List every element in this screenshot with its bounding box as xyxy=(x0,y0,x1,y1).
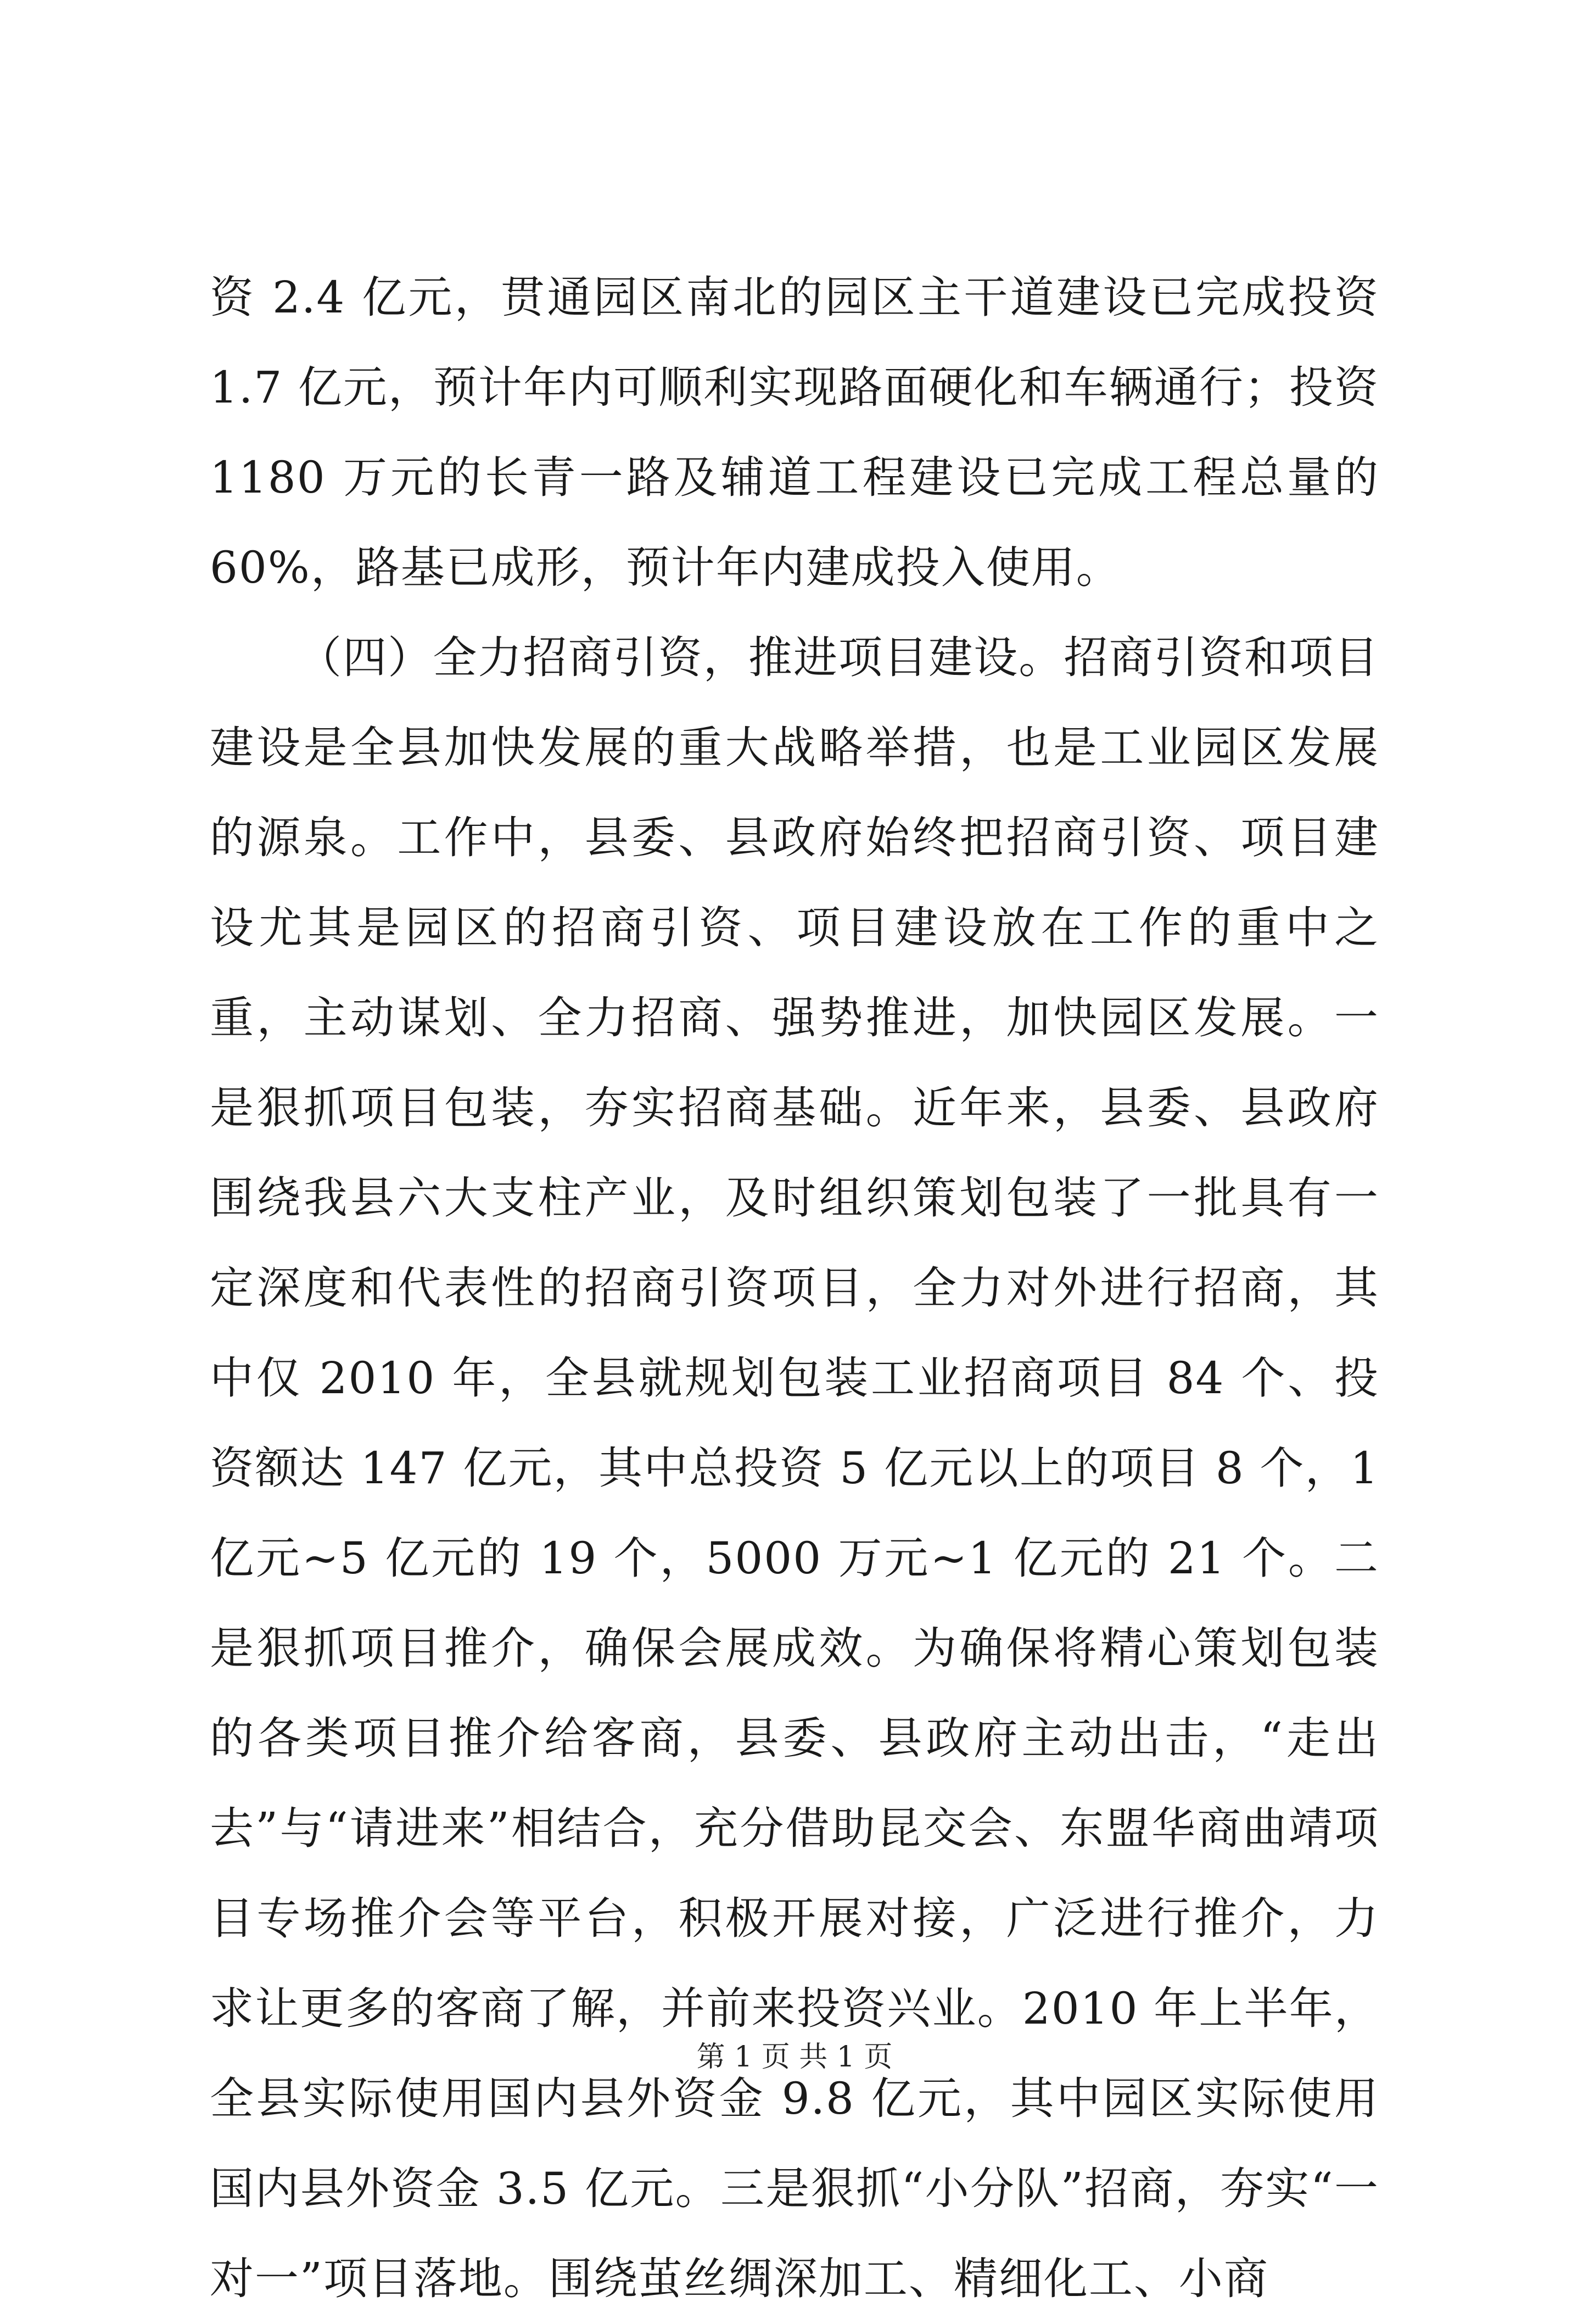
document-body xyxy=(210,253,1379,2324)
page-footer: 第 1 页 共 1 页 xyxy=(696,2041,893,2074)
paragraph-1: 资 2.4 亿元，贯通园区南北的园区主干道建设已完成投资 1.7 亿元，预计年内可顺利实现路面硬化和车辆通行；投资 1180 万元的长青一路及辅道工程建设已完成工程总量的60%，路基已成形，预计年内建成投入使用。 xyxy=(210,272,1379,593)
paragraph-2: （四）全力招商引资，推进项目建设。招商引资和项目建设是全县加快发展的重大战略举措，也是工业园区发展的源泉。工作中，县委、县政府始终把招商引资、项目建设尤其是园区的招商引资、项目建设放在工作的重中之重，主动谋划、全力招商、强势推进，加快园区发展。一是狠抓项目包装，夯实招商基础。近年来，县委、县政府围绕我县六大支柱产业，及时组织策划包装了一批具有一定深度和代表性的招商引资项目，全力对外进行招商，其中仅 2010 年，全县就规划包装工业招商项目 84 个、投资额达 147 亿元，其中总投资 5 亿元以上的项目 8 个，1 亿元~5 亿元的 19 个，5000 万元~1 亿元的 21 个。二是狠抓项目推介，确保会展成效。为确保将精心策划包装的各类项目推介给客商，县委、县政府主动出击，“走出去”与“请进来”相结合，充分借助昆交会、东盟华商曲靖项目专场推介会等平台，积极开展对接，广泛进行推介，力求让更多的客商了解，并前来投资兴业。2010 年上半年，全县实际使用国内县外资金 9.8 亿元，其中园区实际使用国内县外资金 3.5 亿元。三是狠抓“小分队”招商，夯实“一对一”项目落地。围绕茧丝绸深加工、精细化工、小商 xyxy=(210,632,1379,2304)
